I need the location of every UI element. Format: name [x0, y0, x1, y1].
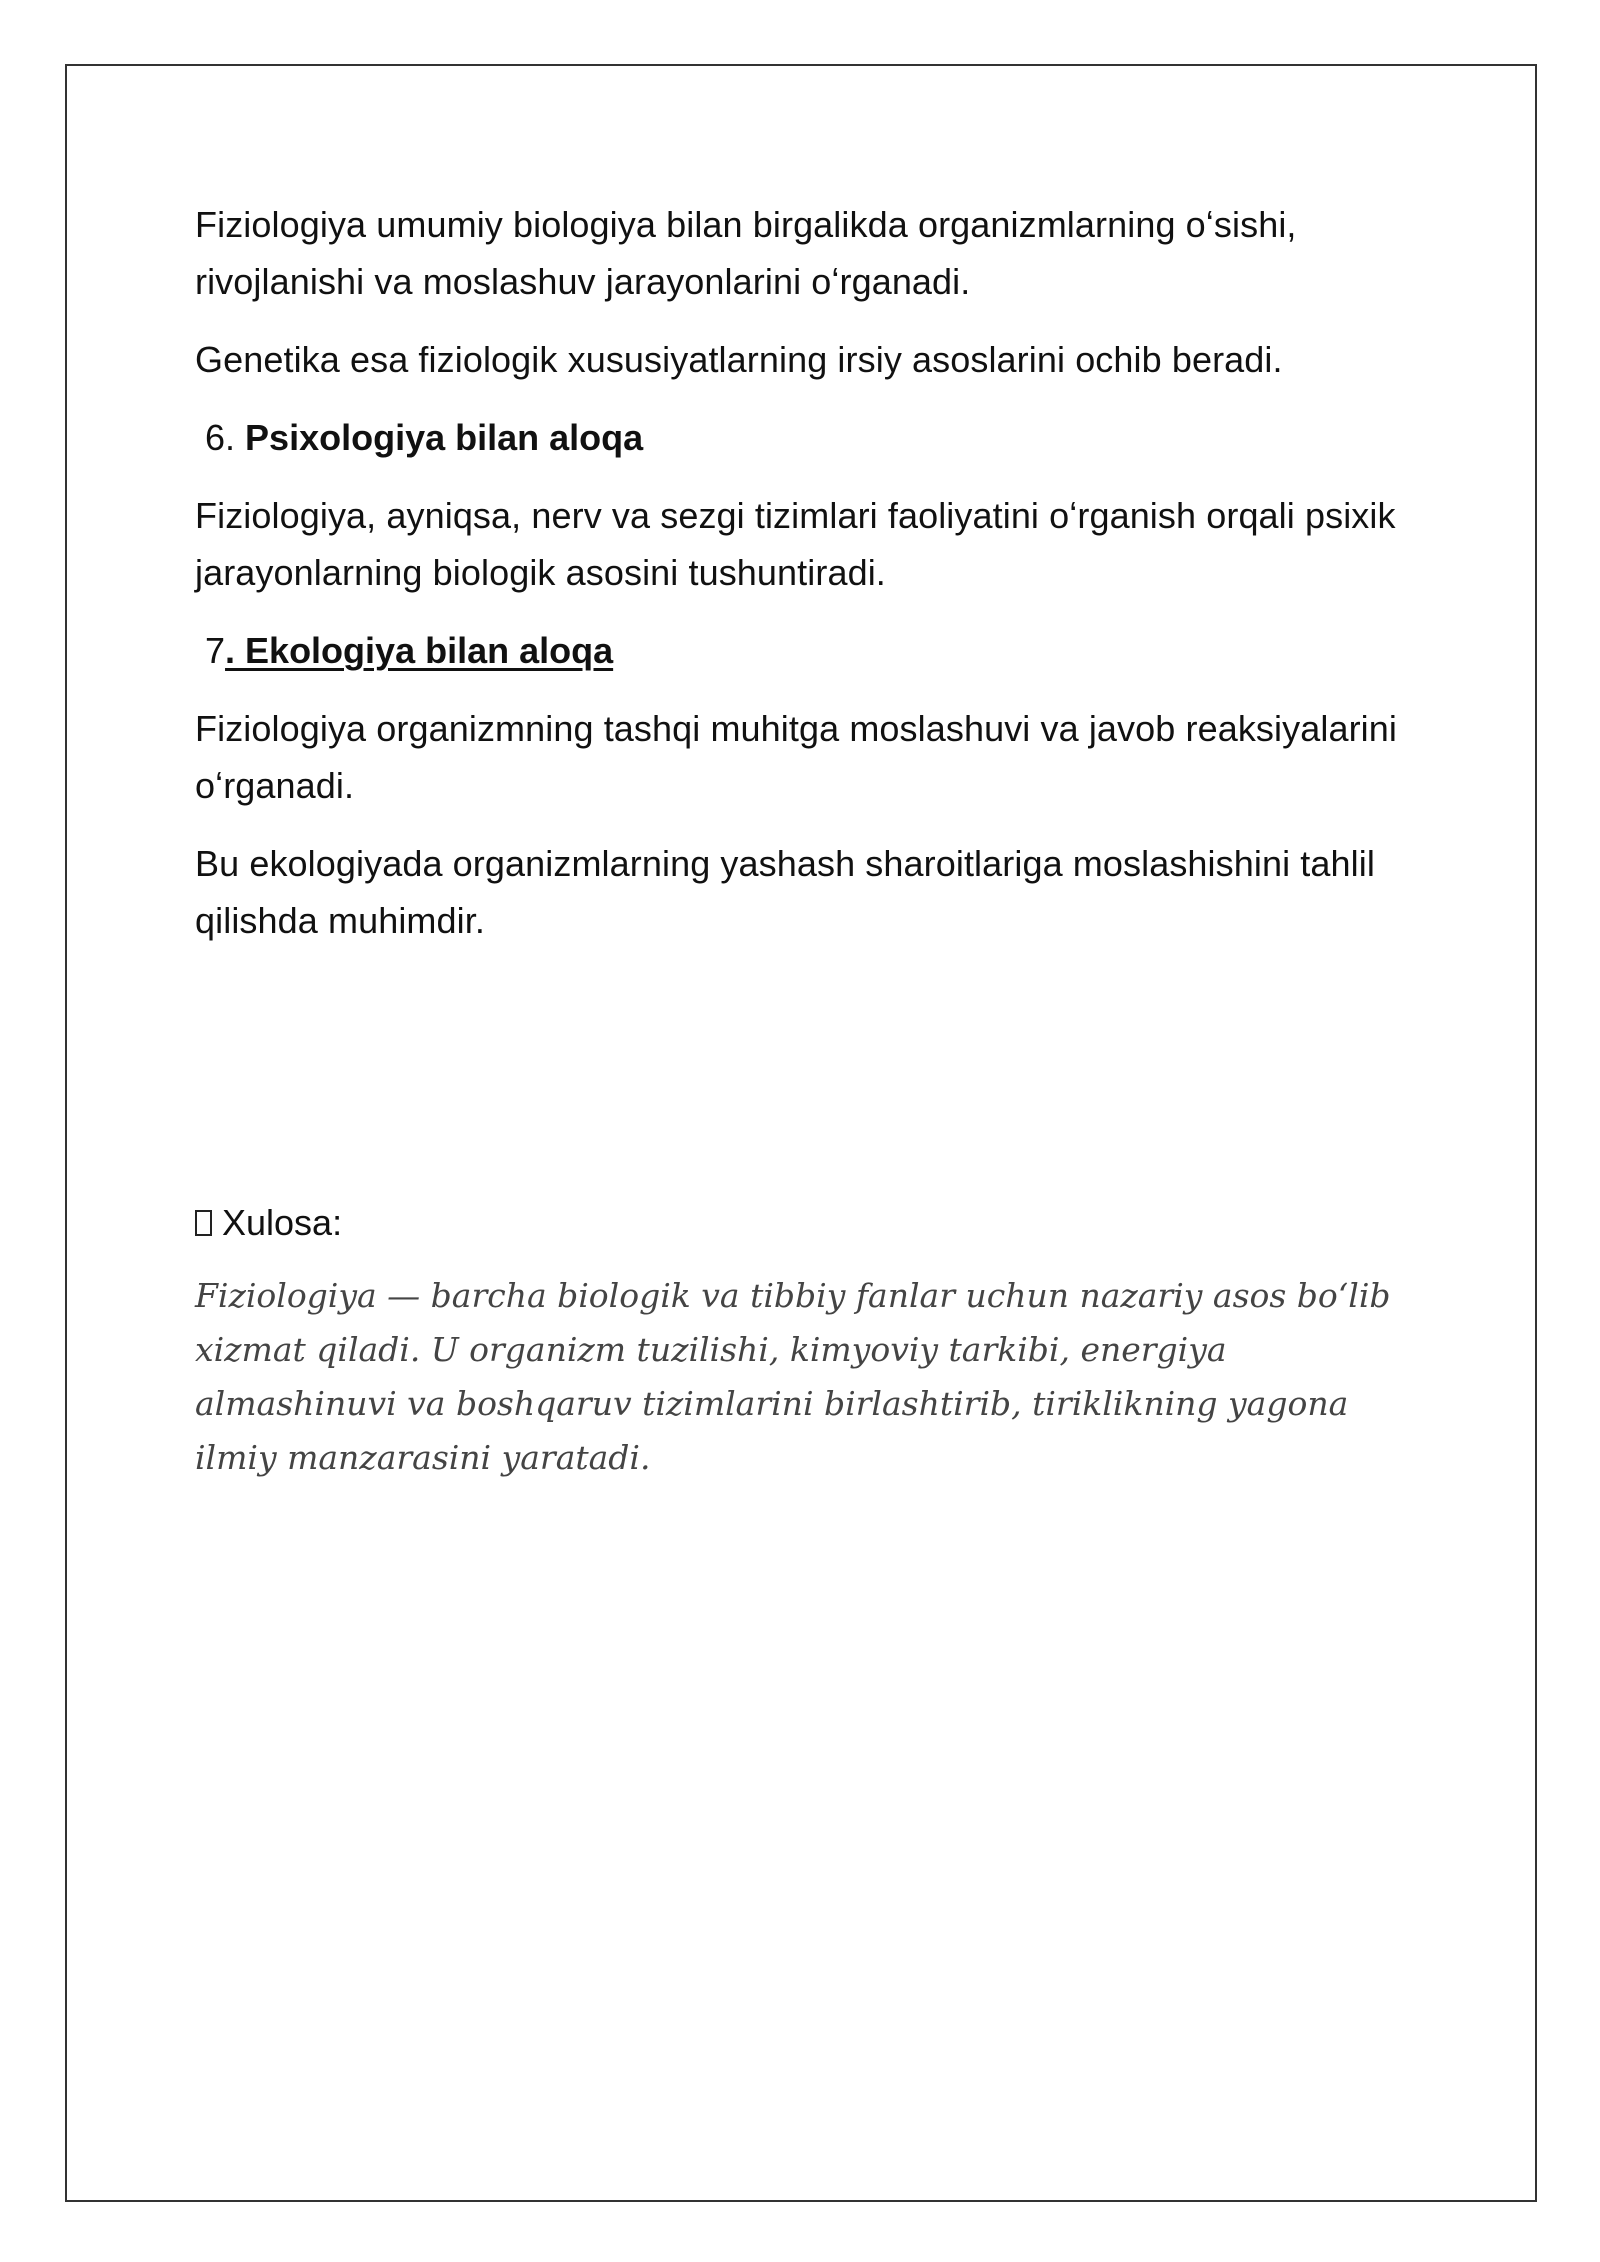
conclusion-label: Xulosa:	[222, 1202, 343, 1243]
paragraph-psychology: Fiziologiya, ayniqsa, nerv va sezgi tizimlari faoliyatini oʻrganish orqali psixik jarayonlarning biologik asosini tushuntiradi.	[195, 495, 1396, 593]
paragraph-ecology: Fiziologiya organizmning tashqi muhitga moslashuvi va javob reaksiyalarini oʻrganadi.	[195, 708, 1397, 806]
heading-title: Psixologiya bilan aloqa	[245, 417, 644, 458]
heading-number: 6.	[205, 417, 236, 458]
blank-space	[195, 970, 1435, 1194]
heading-ecology	[195, 622, 1435, 679]
heading-psychology	[195, 409, 1435, 466]
heading-number: 7	[205, 630, 226, 671]
paragraph-general-biology: Fiziologiya umumiy biologiya bilan birgalikda organizmlarning oʻsishi, rivojlanishi va moslashuv jarayonlarini oʻrganadi.	[195, 204, 1297, 302]
document-body	[195, 196, 1435, 1485]
paragraph-genetics: Genetika esa fiziologik xususiyatlarning irsiy asoslarini ochib beradi.	[195, 339, 1283, 380]
conclusion-text: Fiziologiya — barcha biologik va tibbiy fanlar uchun nazariy asos boʻlib xizmat qiladi. U organizm tuzilishi, kimyoviy tarkibi, energiya almashinuvi va boshqaruv tizimlarini birlashtirib, tiriklikning yagona ilmiy manzarasini yaratadi.	[195, 1276, 1391, 1477]
conclusion-heading	[195, 1194, 1435, 1251]
paragraph-ecology-adaptation: Bu ekologiyada organizmlarning yashash sharoitlariga moslashishini tahlil qilishda muhimdir.	[195, 843, 1375, 941]
missing-glyph-box-icon	[195, 1210, 212, 1236]
heading-title: . Ekologiya bilan aloqa	[225, 630, 614, 671]
